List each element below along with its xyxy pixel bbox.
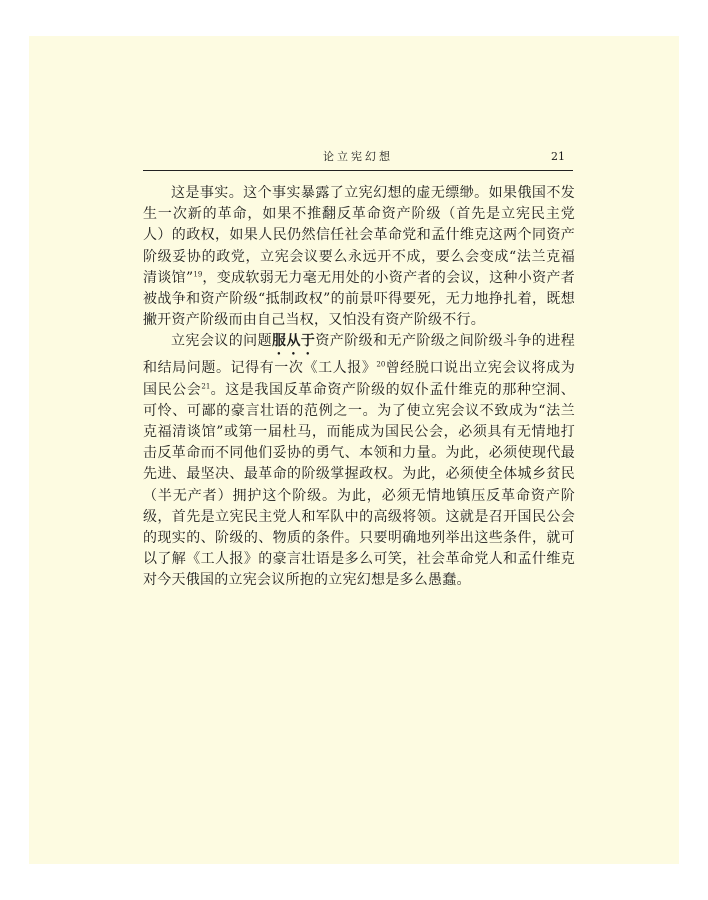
text-segment: 。这是我国反革命资产阶级的奴仆孟什维克的那种空洞、可怜、可鄙的豪言壮语的范例之一。为了使立宪会议不致成为“法兰克福清谈馆”或第一届杜马，而能成为国民公会，必须具有无情地打击反革命而不同他们妥协的勇气、本领和力量。为此，必须使现代最先进、最坚决、最革命的阶级掌握政权。为此，必须使全体城乡贫民（半无产者）拥护这个阶级。为此，必须无情地镇压反革命资产阶级，首先是立宪民主党人和军队中的高级将领。这就是召开国民公会的现实的、阶级的、物质的条件。只要明确地列举出这些条件，就可以了解《工人报》的豪言壮语是多么可笑，社会革命党人和孟什维克对今天俄国的立宪会议所抱的立宪幻想是多么愚蠢。 [143,381,576,589]
emphasized-phrase: 服从于 [272,333,316,350]
paragraph-2 [143,331,575,591]
running-title: 论立宪幻想 [323,150,393,163]
page-number: 21 [551,150,565,163]
text-segment: ，变成软弱无力毫无用处的小资产者的会议，这种小资产者被战争和资产阶级“抵制政权”的前景吓得要死，无力地挣扎着，既想撇开资产阶级而由自己当权，又怕没有资产阶级不行。 [143,269,575,329]
text-segment: 这是事实。这个事实暴露了立宪幻想的虚无缥缈。如果俄国不发生一次新的革命，如果不推翻反革命资产阶级（首先是立宪民主党人）的政权，如果人民仍然信任社会革命党和孟什维克这两个同资产阶级妥协的政党，立宪会议要么永远开不成，要么会变成“法兰克福清谈馆” [143,185,575,286]
running-header [143,148,573,171]
footnote-ref-21: 21 [201,381,211,390]
paragraph-1 [143,183,575,331]
footnote-ref-20: 20 [376,360,386,369]
text-segment: 资产阶级和无产阶级之间阶级斗争的进程和结局问题。记得有一次《工人报》 [143,333,576,377]
body-text [143,183,575,592]
text-segment: 立宪会议的问题 [171,333,273,350]
text-segment: 曾经脱口说出立宪会议将成为国民公会 [143,360,575,398]
footnote-ref-19: 19 [193,270,203,279]
